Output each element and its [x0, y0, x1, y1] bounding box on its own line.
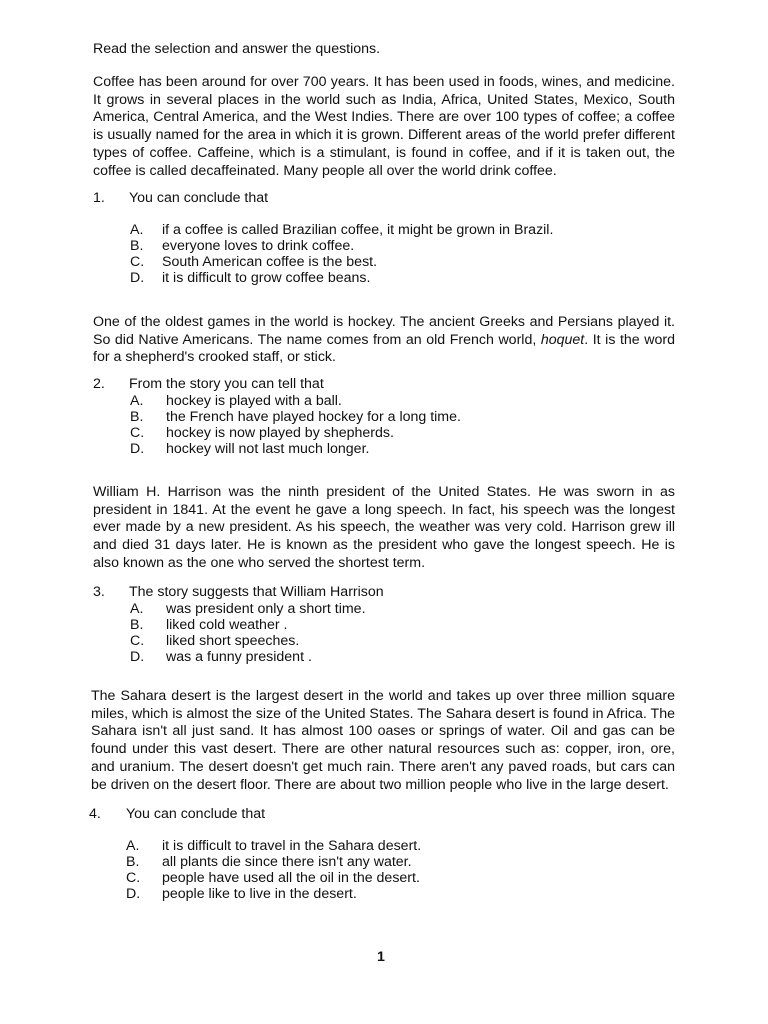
option-letter: B. — [126, 854, 140, 870]
option-d — [130, 270, 630, 286]
option-text: South American coffee is the best. — [162, 254, 378, 270]
option-text: all plants die since there isn't any water. — [162, 854, 412, 870]
option-letter: D. — [130, 270, 145, 286]
options-question-3 — [130, 601, 630, 665]
option-text: it is difficult to grow coffee beans. — [162, 270, 371, 286]
question-number: 4. — [89, 806, 101, 822]
option-text: liked cold weather . — [166, 617, 288, 633]
option-letter: B. — [130, 409, 144, 425]
option-d — [130, 649, 630, 665]
option-letter: D. — [130, 649, 145, 665]
option-text: liked short speeches. — [166, 633, 300, 649]
option-c — [130, 425, 630, 441]
options-question-1 — [130, 222, 630, 286]
option-text: everyone loves to drink coffee. — [162, 238, 355, 254]
question-text: You can conclude that — [126, 806, 266, 822]
option-letter: A. — [130, 393, 144, 409]
option-text: the French have played hockey for a long time. — [166, 409, 461, 425]
passage-coffee: Coffee has been around for over 700 years. It has been used in foods, wines, and medicine. It grows in several places in the world such as India, Africa, United States, Mexico, South America, Central America, and the West Indies. There are over 100 types of coffee; a coffee is usually named for the area in which it is grown. Different areas of the world prefer different types of coffee. Caffeine, which is a stimulant, is found in coffee, and if it is taken out, the coffee is called decaffeinated. Many people all over the world drink coffee. — [93, 74, 675, 179]
option-a — [126, 838, 626, 854]
passage-hockey — [93, 314, 675, 367]
question-text: The story suggests that William Harrison — [129, 584, 384, 600]
option-text: hockey is played with a ball. — [166, 393, 342, 409]
option-d — [130, 441, 630, 457]
options-question-4 — [126, 838, 626, 902]
option-text: hockey is now played by shepherds. — [166, 425, 394, 441]
option-c — [130, 254, 630, 270]
passage-sahara: The Sahara desert is the largest desert in the world and takes up over three million square miles, which is almost the size of the United States. The Sahara desert is found in Africa. The Sahara isn't all just sand. It has almost 100 oases or springs of water. Oil and gas can be found under this vast desert. There are other natural resources such as: copper, iron, ore, and uranium. The desert doesn't get much rain. There aren't any paved roads, but cars can be driven on the desert floor. There are about two million people who live in the large desert. — [91, 688, 675, 793]
instructions: Read the selection and answer the questions. — [93, 41, 381, 57]
option-text: if a coffee is called Brazilian coffee, it might be grown in Brazil. — [162, 222, 554, 238]
passage-italic-word: hoquet — [540, 331, 585, 348]
passage-text: One of the oldest games in the world is hockey. The ancient Greeks and Persians played it. So did Native Americans. The name comes from an old French world, — [93, 314, 675, 348]
option-letter: C. — [130, 254, 145, 270]
option-letter: A. — [126, 838, 140, 854]
option-d — [126, 886, 626, 902]
option-text: was president only a short time. — [166, 601, 366, 617]
question-number: 3. — [93, 584, 105, 600]
question-text: You can conclude that — [129, 190, 269, 206]
option-letter: B. — [130, 238, 144, 254]
option-letter: A. — [130, 601, 144, 617]
option-a — [130, 601, 630, 617]
option-a — [130, 222, 630, 238]
option-a — [130, 393, 630, 409]
option-text: hockey will not last much longer. — [166, 441, 370, 457]
option-c — [130, 633, 630, 649]
option-letter: D. — [126, 886, 141, 902]
options-question-2 — [130, 393, 630, 457]
passage-text: . It is the word for a shepherd's crooked staff, or stick. — [93, 331, 675, 366]
option-letter: C. — [126, 870, 141, 886]
option-text: people like to live in the desert. — [162, 886, 357, 902]
option-text: people have used all the oil in the desert. — [162, 870, 420, 886]
option-text: was a funny president . — [166, 649, 312, 665]
option-b — [126, 854, 626, 870]
option-b — [130, 409, 630, 425]
option-c — [126, 870, 626, 886]
option-text: it is difficult to travel in the Sahara desert. — [162, 838, 422, 854]
option-letter: C. — [130, 425, 145, 441]
option-letter: A. — [130, 222, 144, 238]
question-number: 1. — [93, 190, 105, 206]
page-number: 1 — [377, 949, 385, 965]
question-text: From the story you can tell that — [129, 376, 324, 392]
option-letter: D. — [130, 441, 145, 457]
option-b — [130, 617, 630, 633]
option-b — [130, 238, 630, 254]
question-number: 2. — [93, 376, 105, 392]
passage-harrison: William H. Harrison was the ninth president of the United States. He was sworn in as president in 1841. At the event he gave a long speech. In fact, his speech was the longest ever made by a new president. As his speech, the weather was very cold. Harrison grew ill and died 31 days later. He is known as the president who gave the longest speech. He is also known as the one who served the shortest term. — [93, 484, 675, 571]
option-letter: B. — [130, 617, 144, 633]
option-letter: C. — [130, 633, 145, 649]
